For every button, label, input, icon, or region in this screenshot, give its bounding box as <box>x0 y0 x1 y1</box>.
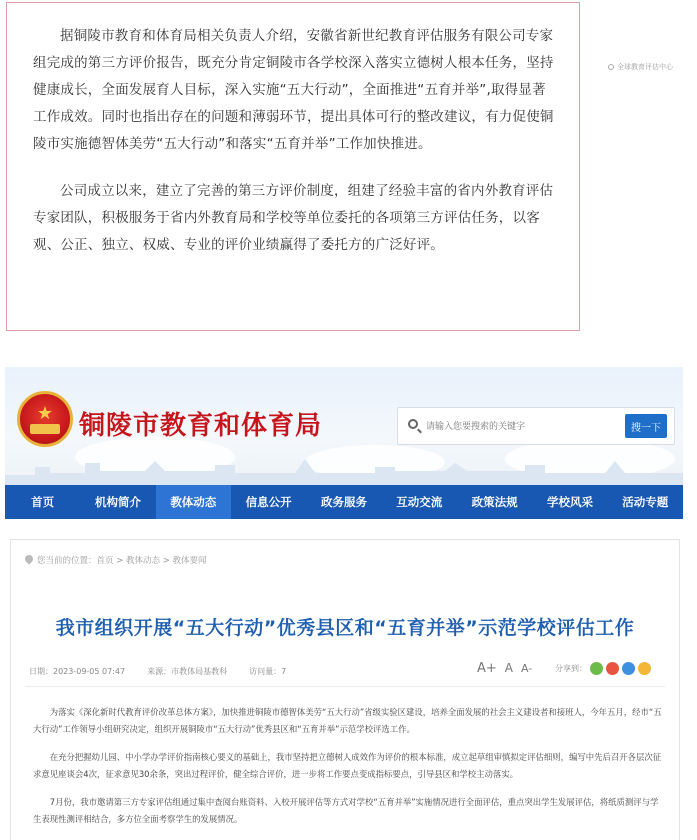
article-body <box>33 704 663 839</box>
nav-item-topics[interactable]: 活动专题 <box>622 495 669 509</box>
site-header-banner <box>5 367 683 485</box>
share-bar <box>555 662 651 675</box>
article-paragraph: 为落实《深化新时代教育评价改革总体方案》，加快推进铜陵市德智体美劳“五大行动”省级实验区建设，培养全面发展的社会主义建设者和接班人，今年五月，经市“五大行动”工作领导小组研究决定，组织开展铜陵市“五大行动”优秀县区和“五育并举”示范学校评选工作。 <box>33 707 662 734</box>
font-size-controls <box>477 661 532 676</box>
article-paragraph: 7月份，我市邀请第三方专家评估组通过集中查阅台账资料、入校开展评估等方式对学校“五育并举”实施情况进行全面评估，重点突出学生发展评估，将纸质测评与学生表现性测评相结合，多方位全面考察学生的发展情况。 <box>33 797 659 824</box>
excerpt-paragraph: 据铜陵市教育和体育局相关负责人介绍，安徽省新世纪教育评估服务有限公司专家组完成的第三方评价报告，既充分肯定铜陵市各学校深入落实立德树人根本任务，坚持健康成长，全面发展育人目标，深入实施“五大行动”，全面推进“五育并举”,取得显著工作成效。同时也指出存在的问题和薄弱环节，提出具体可行的整改建议，有力促使铜陵市实施德智体美劳“五大行动”和落实“五育并举”工作加快推进。 <box>33 28 554 152</box>
site-title: 铜陵市教育和体育局 <box>79 411 323 441</box>
search-icon <box>408 419 418 429</box>
watermark-text: 全球教育评估中心 <box>617 63 673 71</box>
search-button[interactable]: 搜一下 <box>625 414 667 438</box>
skyline-illustration-icon <box>5 445 683 485</box>
divider <box>25 686 665 687</box>
excerpt-paragraph: 公司成立以来，建立了完善的第三方评价制度，组建了经验丰富的省内外教育评估专家团队，积极服务于省内外教育局和学校等单位委托的各项第三方评估任务，以客观、公正、独立、权威、专业的评价业绩赢得了委托方的广泛好评。 <box>33 183 554 253</box>
watermark <box>608 62 673 72</box>
qq-share-icon[interactable] <box>622 662 635 675</box>
article-views: 访问量：7 <box>249 667 287 676</box>
font-reset-button[interactable]: A <box>504 661 514 675</box>
breadcrumb-text[interactable]: 您当前的位置：首页 > 教体动态 > 教体要闻 <box>37 556 207 566</box>
national-emblem-icon: ★ <box>17 391 73 447</box>
weibo-share-icon[interactable] <box>606 662 619 675</box>
article-paragraph: 在充分把握幼儿园、中小学办学评价指南核心要义的基础上，我市坚持把立德树人成效作为评价的根本标准，成立起草组审慎拟定评估细则，编写中先后召开各层次征求意见座谈会4次，征求意见30余条，突出过程评价，健全综合评价，进一步将工作要点变成指标要点，引导县区和学校主动落实。 <box>33 752 662 779</box>
font-increase-button[interactable]: A+ <box>477 661 497 676</box>
site-screenshot <box>5 367 683 840</box>
article-meta <box>29 666 286 677</box>
location-pin-icon <box>25 555 33 565</box>
nav-item-schools[interactable]: 学校风采 <box>546 495 593 509</box>
share-label: 分享到： <box>555 664 587 673</box>
watermark-logo-icon <box>608 64 614 70</box>
nav-item-services[interactable]: 政务服务 <box>320 495 367 509</box>
nav-item-about[interactable]: 机构简介 <box>94 495 141 509</box>
nav-item-policies[interactable]: 政策法规 <box>471 495 518 509</box>
wechat-share-icon[interactable] <box>590 662 603 675</box>
nav-item-home[interactable]: 首页 <box>31 495 55 509</box>
search-box <box>397 407 675 445</box>
article-panel <box>10 539 680 840</box>
breadcrumb <box>25 554 207 566</box>
font-decrease-button[interactable]: A- <box>521 662 533 675</box>
article-date: 日期：2023-09-05 07:47 <box>29 667 126 676</box>
qzone-share-icon[interactable] <box>638 662 651 675</box>
search-input[interactable] <box>424 416 628 438</box>
nav-item-interaction[interactable]: 互动交流 <box>396 495 443 509</box>
article-title: 我市组织开展“五大行动”优秀县区和“五育并举”示范学校评估工作 <box>55 617 635 639</box>
nav-item-news[interactable]: 教体动态 <box>156 485 231 519</box>
article-source: 来源：市教体局基教科 <box>147 667 228 676</box>
article-excerpt-box <box>6 2 580 331</box>
main-nav <box>5 485 683 519</box>
nav-item-disclosure[interactable]: 信息公开 <box>245 495 292 509</box>
